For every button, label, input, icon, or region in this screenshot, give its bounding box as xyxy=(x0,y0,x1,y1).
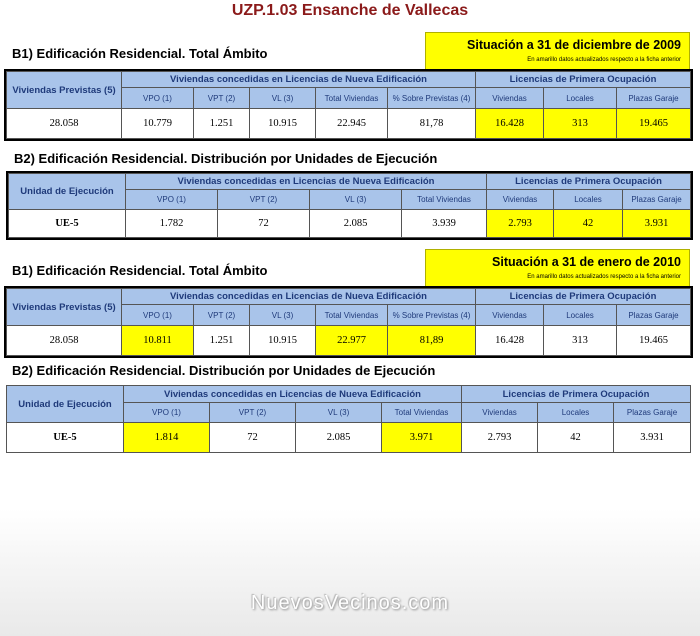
col-header: Locales xyxy=(554,190,623,210)
table-cell-highlighted: 19.465 xyxy=(617,109,691,139)
col-header: Locales xyxy=(544,305,617,326)
table-cell: 10.779 xyxy=(122,109,194,139)
col-header: Viviendas xyxy=(476,88,544,109)
table-cell: UE-5 xyxy=(7,423,124,453)
situation-title: Situación a 31 de enero de 2010 xyxy=(492,255,681,269)
col-header: Locales xyxy=(538,403,614,423)
col-header: % Sobre Previstas (4) xyxy=(388,305,476,326)
table-cell: 22.945 xyxy=(316,109,388,139)
section-heading-b1-2009: B1) Edificación Residencial. Total Ámbito xyxy=(12,46,268,61)
table-cell: 3.931 xyxy=(614,423,691,453)
table-cell: UE-5 xyxy=(9,210,126,238)
col-header: VPT (2) xyxy=(210,403,296,423)
group-header-primera: Licencias de Primera Ocupación xyxy=(487,174,691,190)
page-title: UZP.1.03 Ensanche de Vallecas xyxy=(231,2,469,19)
table-cell: 28.058 xyxy=(7,326,122,356)
col-header: VPT (2) xyxy=(218,190,310,210)
table-cell: 1.782 xyxy=(126,210,218,238)
table-cell: 3.939 xyxy=(402,210,487,238)
table-cell-highlighted: 10.811 xyxy=(122,326,194,356)
row-header: Unidad de Ejecución xyxy=(9,174,126,210)
situation-note: En amarillo datos actualizados respecto a la ficha anterior xyxy=(527,57,681,63)
situation-title: Situación a 31 de diciembre de 2009 xyxy=(467,38,681,52)
col-header: VPO (1) xyxy=(126,190,218,210)
group-header-primera: Licencias de Primera Ocupación xyxy=(476,289,691,305)
group-header-primera: Licencias de Primera Ocupación xyxy=(462,386,691,403)
table-cell-highlighted: 81,89 xyxy=(388,326,476,356)
col-header: VPO (1) xyxy=(124,403,210,423)
table-cell: 16.428 xyxy=(476,326,544,356)
table-cell: 313 xyxy=(544,326,617,356)
col-header: Total Viviendas xyxy=(316,88,388,109)
col-header: VL (3) xyxy=(296,403,382,423)
table-cell: 42 xyxy=(538,423,614,453)
table-cell-highlighted: 3.971 xyxy=(382,423,462,453)
row-header: Viviendas Previstas (5) xyxy=(7,289,122,326)
col-header: Plazas Garaje xyxy=(614,403,691,423)
table-cell: 1.251 xyxy=(194,326,250,356)
table-b1-2009 xyxy=(6,71,691,139)
col-header: VPO (1) xyxy=(122,305,194,326)
col-header: Plazas Garaje xyxy=(617,88,691,109)
table-cell-highlighted: 22.977 xyxy=(316,326,388,356)
col-header: Total Viviendas xyxy=(402,190,487,210)
table-cell-highlighted: 1.814 xyxy=(124,423,210,453)
col-header: Plazas Garaje xyxy=(617,305,691,326)
section-heading-b2-2009: B2) Edificación Residencial. Distribución por Unidades de Ejecución xyxy=(14,151,438,166)
row-header: Unidad de Ejecución xyxy=(7,386,124,423)
col-header: Viviendas xyxy=(462,403,538,423)
table-cell: 72 xyxy=(218,210,310,238)
col-header: VL (3) xyxy=(250,88,316,109)
col-header: Viviendas xyxy=(487,190,554,210)
col-header: % Sobre Previstas (4) xyxy=(388,88,476,109)
section-heading-b1-2010: B1) Edificación Residencial. Total Ámbito xyxy=(12,263,268,278)
section-heading-b2-2010: B2) Edificación Residencial. Distribución por Unidades de Ejecución xyxy=(12,363,436,378)
situation-box-2009 xyxy=(425,32,690,70)
col-header: VPO (1) xyxy=(122,88,194,109)
group-header-concedidas: Viviendas concedidas en Licencias de Nueva Edificación xyxy=(122,289,476,305)
table-cell: 1.251 xyxy=(194,109,250,139)
table-cell: 2.085 xyxy=(296,423,382,453)
table-cell-highlighted: 16.428 xyxy=(476,109,544,139)
col-header: Total Viviendas xyxy=(316,305,388,326)
table-cell-highlighted: 313 xyxy=(544,109,617,139)
col-header: Viviendas xyxy=(476,305,544,326)
group-header-concedidas: Viviendas concedidas en Licencias de Nueva Edificación xyxy=(126,174,487,190)
table-cell: 81,78 xyxy=(388,109,476,139)
group-header-concedidas: Viviendas concedidas en Licencias de Nueva Edificación xyxy=(124,386,462,403)
table-cell-highlighted: 2.793 xyxy=(487,210,554,238)
col-header: Total Viviendas xyxy=(382,403,462,423)
table-cell: 10.915 xyxy=(250,326,316,356)
table-cell-highlighted: 42 xyxy=(554,210,623,238)
col-header: VL (3) xyxy=(310,190,402,210)
col-header: VPT (2) xyxy=(194,88,250,109)
col-header: VL (3) xyxy=(250,305,316,326)
situation-note: En amarillo datos actualizados respecto a la ficha anterior xyxy=(527,274,681,280)
group-header-concedidas: Viviendas concedidas en Licencias de Nueva Edificación xyxy=(122,72,476,88)
table-b1-2010 xyxy=(6,288,691,356)
table-cell: 72 xyxy=(210,423,296,453)
situation-box-2010 xyxy=(425,249,690,287)
col-header: Locales xyxy=(544,88,617,109)
col-header: Plazas Garaje xyxy=(623,190,691,210)
table-cell: 2.793 xyxy=(462,423,538,453)
table-cell: 28.058 xyxy=(7,109,122,139)
col-header: VPT (2) xyxy=(194,305,250,326)
watermark: NuevosVecinos.com xyxy=(250,592,450,614)
row-header: Viviendas Previstas (5) xyxy=(7,72,122,109)
group-header-primera: Licencias de Primera Ocupación xyxy=(476,72,691,88)
table-cell-highlighted: 3.931 xyxy=(623,210,691,238)
table-cell: 10.915 xyxy=(250,109,316,139)
table-b2-2010 xyxy=(6,385,691,453)
table-cell: 2.085 xyxy=(310,210,402,238)
table-b2-2009 xyxy=(8,173,691,238)
table-cell: 19.465 xyxy=(617,326,691,356)
